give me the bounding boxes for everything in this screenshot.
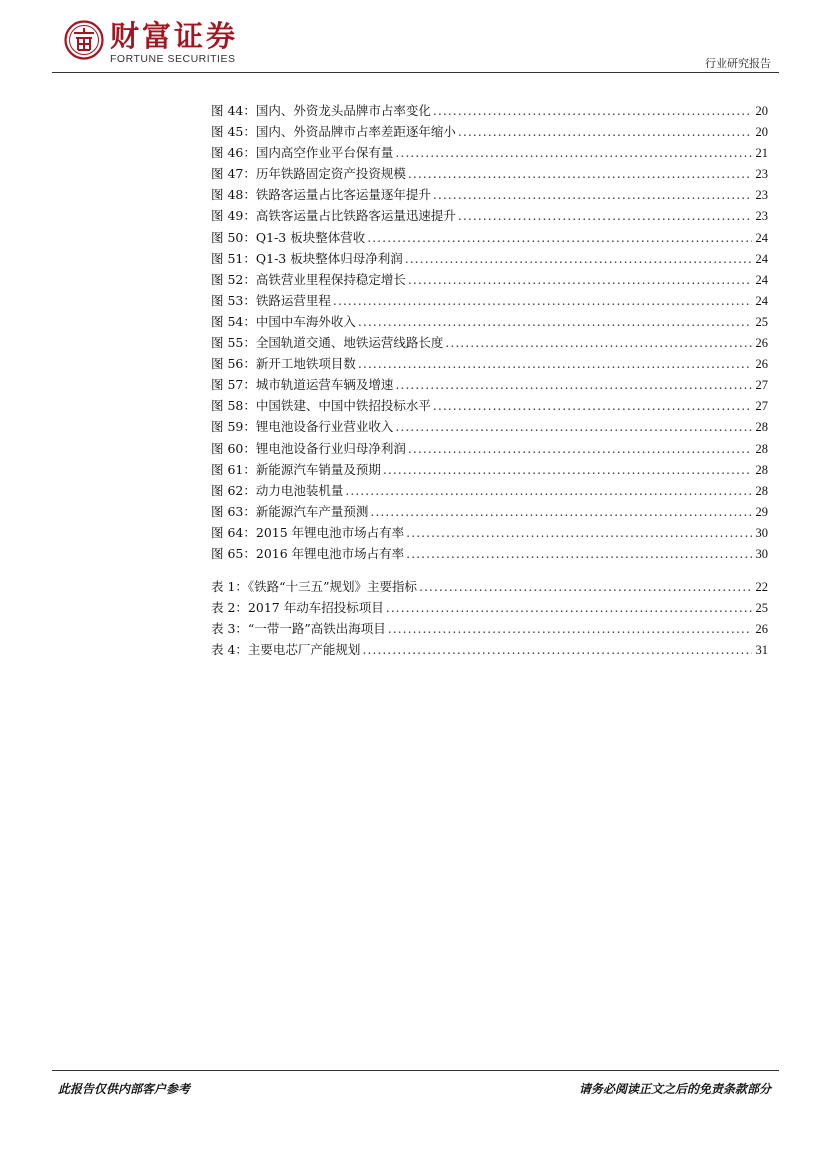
toc-label: 表 3：“一带一路”高铁出海项目: [211, 621, 386, 637]
toc-page-number: 26: [755, 357, 768, 372]
toc-figure-62[interactable]: [211, 481, 768, 502]
toc-leader: [458, 208, 752, 223]
footer-disclaimer-right: 请务必阅读正文之后的免责条款部分: [578, 1082, 771, 1096]
footer-disclaimer-left: 此报告仅供内部客户参考: [58, 1082, 191, 1096]
toc-figure-54[interactable]: [211, 312, 768, 333]
footer-divider: [52, 1070, 779, 1071]
toc-leader: [395, 377, 752, 392]
toc-leader: [383, 462, 752, 477]
toc-figure-51[interactable]: [211, 249, 768, 270]
toc-page-number: 28: [755, 420, 768, 435]
toc-label: 图 45：国内、外资品牌市占率差距逐年缩小: [211, 124, 456, 140]
toc-page-number: 24: [755, 230, 768, 245]
toc-figure-61[interactable]: [211, 460, 768, 481]
toc-page-number: 31: [755, 643, 768, 658]
toc-figure-64[interactable]: [211, 523, 768, 544]
toc-figure-49[interactable]: [211, 206, 768, 227]
toc-leader: [433, 187, 752, 202]
toc-page-number: 24: [755, 293, 768, 308]
header-divider: [52, 72, 779, 73]
toc-page-number: 22: [755, 580, 768, 595]
toc-leader: [406, 546, 752, 561]
toc-figure-52[interactable]: [211, 270, 768, 291]
table-of-contents: [211, 101, 768, 661]
toc-page-number: 27: [755, 378, 768, 393]
toc-leader: [408, 166, 752, 181]
toc-label: 图 64：2015 年锂电池市场占有率: [211, 524, 405, 540]
toc-table-3[interactable]: [211, 619, 768, 640]
toc-page-number: 30: [755, 525, 768, 540]
toc-page-number: 25: [755, 601, 768, 616]
toc-label: 图 49：高铁客运量占比铁路客运量迅速提升: [211, 208, 456, 224]
toc-leader: [419, 579, 752, 594]
toc-label: 图 63：新能源汽车产量预测: [211, 503, 369, 519]
toc-leader: [445, 335, 752, 350]
toc-page-number: 30: [755, 546, 768, 561]
toc-page-number: 26: [755, 336, 768, 351]
toc-label: 图 60：锂电池设备行业归母净利润: [211, 440, 406, 456]
toc-leader: [345, 483, 752, 498]
toc-page-number: 24: [755, 272, 768, 287]
document-type: 行业研究报告: [705, 57, 771, 70]
toc-page-number: 23: [755, 209, 768, 224]
toc-label: 图 57：城市轨道运营车辆及增速: [211, 377, 394, 393]
toc-label: 表 4：主要电芯厂产能规划: [211, 642, 361, 658]
toc-leader: [433, 103, 752, 118]
toc-label: 图 61：新能源汽车销量及预期: [211, 461, 381, 477]
toc-figure-48[interactable]: [211, 185, 768, 206]
toc-figure-57[interactable]: [211, 375, 768, 396]
toc-label: 图 52：高铁营业里程保持稳定增长: [211, 271, 406, 287]
toc-leader: [408, 272, 752, 287]
toc-label: 图 62：动力电池装机量: [211, 482, 344, 498]
toc-figure-47[interactable]: [211, 164, 768, 185]
toc-page-number: 23: [755, 188, 768, 203]
toc-figure-46[interactable]: [211, 143, 768, 164]
toc-table-4[interactable]: [211, 640, 768, 661]
toc-figure-58[interactable]: [211, 396, 768, 417]
toc-figure-60[interactable]: [211, 439, 768, 460]
toc-page-number: 27: [755, 399, 768, 414]
toc-label: 图 44：国内、外资龙头品牌市占率变化: [211, 103, 431, 118]
toc-leader: [458, 124, 752, 139]
toc-leader: [370, 504, 752, 519]
toc-label: 图 58：中国铁建、中国中铁招投标水平: [211, 398, 431, 414]
toc-label: 图 55：全国轨道交通、地铁运营线路长度: [211, 335, 444, 351]
brand-name-cn: 财富证券: [110, 19, 239, 53]
toc-label: 图 48：铁路客运量占比客运量逐年提升: [211, 187, 431, 203]
toc-leader: [395, 145, 752, 160]
toc-leader: [362, 642, 752, 657]
toc-leader: [433, 398, 752, 413]
toc-leader: [388, 621, 752, 636]
toc-leader: [406, 525, 752, 540]
brand-name-en: FORTUNE SECURITIES: [110, 53, 236, 65]
toc-label: 图 65：2016 年锂电池市场占有率: [211, 545, 405, 561]
toc-figure-56[interactable]: [211, 354, 768, 375]
toc-label: 图 54：中国中车海外收入: [211, 313, 356, 329]
toc-figure-44[interactable]: [211, 101, 768, 122]
page-header: [0, 0, 827, 80]
toc-leader: [405, 251, 752, 266]
toc-label: 图 46：国内高空作业平台保有量: [211, 145, 394, 161]
toc-figure-50[interactable]: [211, 228, 768, 249]
toc-figure-53[interactable]: [211, 291, 768, 312]
toc-label: 图 56：新开工地铁项目数: [211, 356, 356, 372]
toc-figure-65[interactable]: [211, 544, 768, 565]
toc-label: 图 51：Q1-3 板块整体归母净利润: [211, 250, 403, 266]
toc-figure-59[interactable]: [211, 417, 768, 438]
toc-label: 图 50：Q1-3 板块整体营收: [211, 229, 366, 245]
toc-page-number: 24: [755, 251, 768, 266]
toc-leader: [358, 314, 752, 329]
toc-page-number: 23: [755, 167, 768, 182]
toc-leader: [358, 356, 752, 371]
toc-figure-45[interactable]: [211, 122, 768, 143]
toc-label: 图 47：历年铁路固定资产投资规模: [211, 166, 406, 182]
toc-leader: [386, 600, 752, 615]
toc-leader: [395, 419, 752, 434]
toc-figure-55[interactable]: [211, 333, 768, 354]
toc-page-number: 25: [755, 314, 768, 329]
toc-page-number: 20: [755, 125, 768, 140]
toc-page-number: 20: [755, 104, 768, 118]
toc-page-number: 28: [755, 462, 768, 477]
toc-label: 图 53：铁路运营里程: [211, 292, 331, 308]
toc-table-1[interactable]: [211, 577, 768, 598]
toc-table-2[interactable]: [211, 598, 768, 619]
toc-leader: [367, 230, 752, 245]
toc-page-number: 26: [755, 622, 768, 637]
toc-label: 表 1：《铁路“十三五”规划》主要指标: [211, 579, 417, 595]
toc-page-number: 28: [755, 483, 768, 498]
toc-figure-63[interactable]: [211, 502, 768, 523]
toc-label: 表 2：2017 年动车招投标项目: [211, 600, 384, 616]
toc-leader: [408, 441, 752, 456]
toc-page-number: 29: [755, 504, 768, 519]
toc-page-number: 28: [755, 441, 768, 456]
toc-page-number: 21: [755, 146, 768, 161]
toc-leader: [333, 293, 752, 308]
fortune-securities-logo-icon: [64, 20, 104, 60]
toc-section-gap: [211, 565, 768, 577]
toc-label: 图 59：锂电池设备行业营业收入: [211, 419, 394, 435]
